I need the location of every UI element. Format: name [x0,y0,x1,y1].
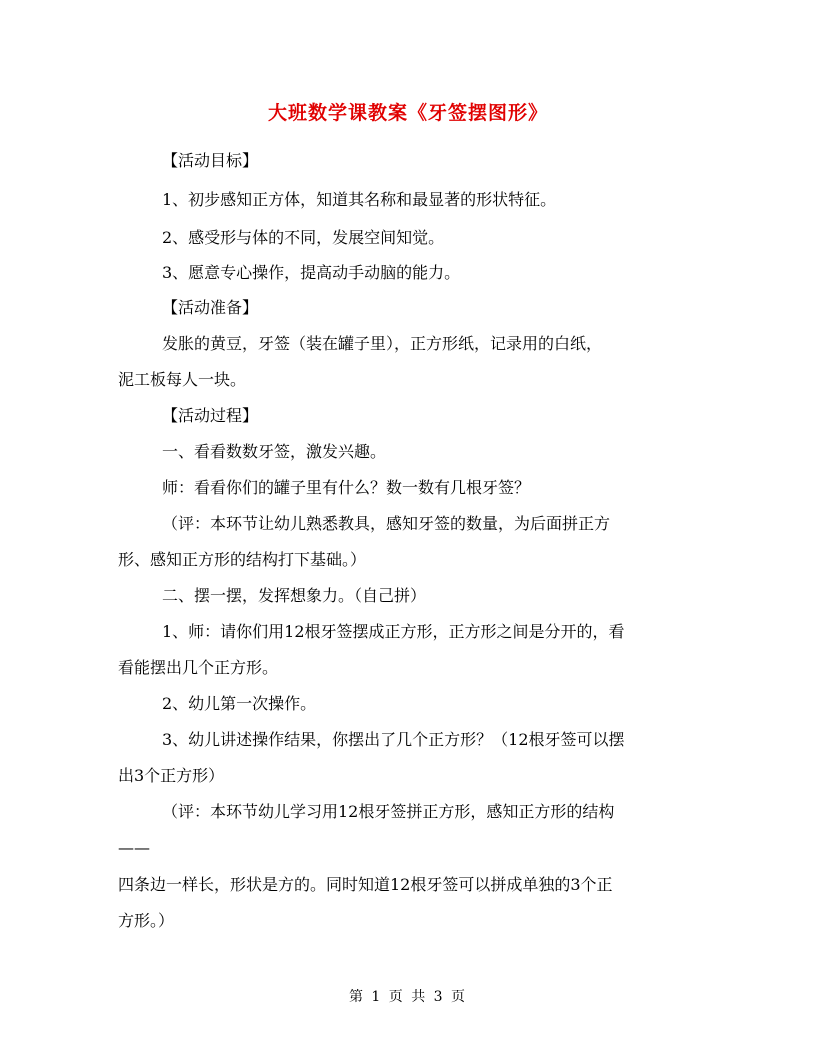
page-footer: 第 1 页 共 3 页 [348,989,468,1005]
goal-item-3: 3、愿意专心操作，提高动手动脑的能力。 [162,263,461,282]
teacher-question: 师：看看你们的罐子里有什么？数一数有几根牙签？ [162,478,531,497]
process-step-1: 一、看看数数牙签，激发兴趣。 [162,442,387,461]
comment-2-line-1: （评：本环节幼儿学习用12根牙签拼正方形，感知正方形的结构 [162,802,615,821]
comment-1-line-1: （评：本环节让幼儿熟悉教具，感知牙签的数量，为后面拼正方 [162,514,611,533]
step-2-item-1-line-1: 1、师：请你们用12根牙签摆成正方形，正方形之间是分开的，看 [162,622,625,641]
section-heading-goals: 【活动目标】 [162,151,259,170]
goal-item-1: 1、初步感知正方体，知道其名称和最显著的形状特征。 [162,190,557,209]
comment-2-line-2: 四条边一样长，形状是方的。同时知道12根牙签可以拼成单独的3个正 [118,875,613,894]
step-2-item-3-line-1: 3、幼儿讲述操作结果，你摆出了几个正方形？（12根牙签可以摆 [162,730,625,749]
step-2-item-3-line-2: 出3个正方形） [118,766,225,785]
prep-text-line-2: 泥工板每人一块。 [118,370,247,389]
comment-2-dash: —— [118,838,150,857]
goal-item-2: 2、感受形与体的不同，发展空间知觉。 [162,228,445,247]
prep-text-line-1: 发胀的黄豆，牙签（装在罐子里），正方形纸，记录用的白纸， [162,334,603,353]
process-step-2: 二、摆一摆，发挥想象力。（自己拼） [162,586,427,605]
section-heading-process: 【活动过程】 [162,406,259,425]
step-2-item-2: 2、幼儿第一次操作。 [162,694,317,713]
step-2-item-1-line-2: 看能摆出几个正方形。 [118,658,279,677]
section-heading-prep: 【活动准备】 [162,298,259,317]
comment-1-line-2: 形、感知正方形的结构打下基础。） [118,550,367,569]
comment-2-line-3: 方形。） [118,911,175,930]
document-title: 大班数学课教案《牙签摆图形》 [267,102,548,124]
